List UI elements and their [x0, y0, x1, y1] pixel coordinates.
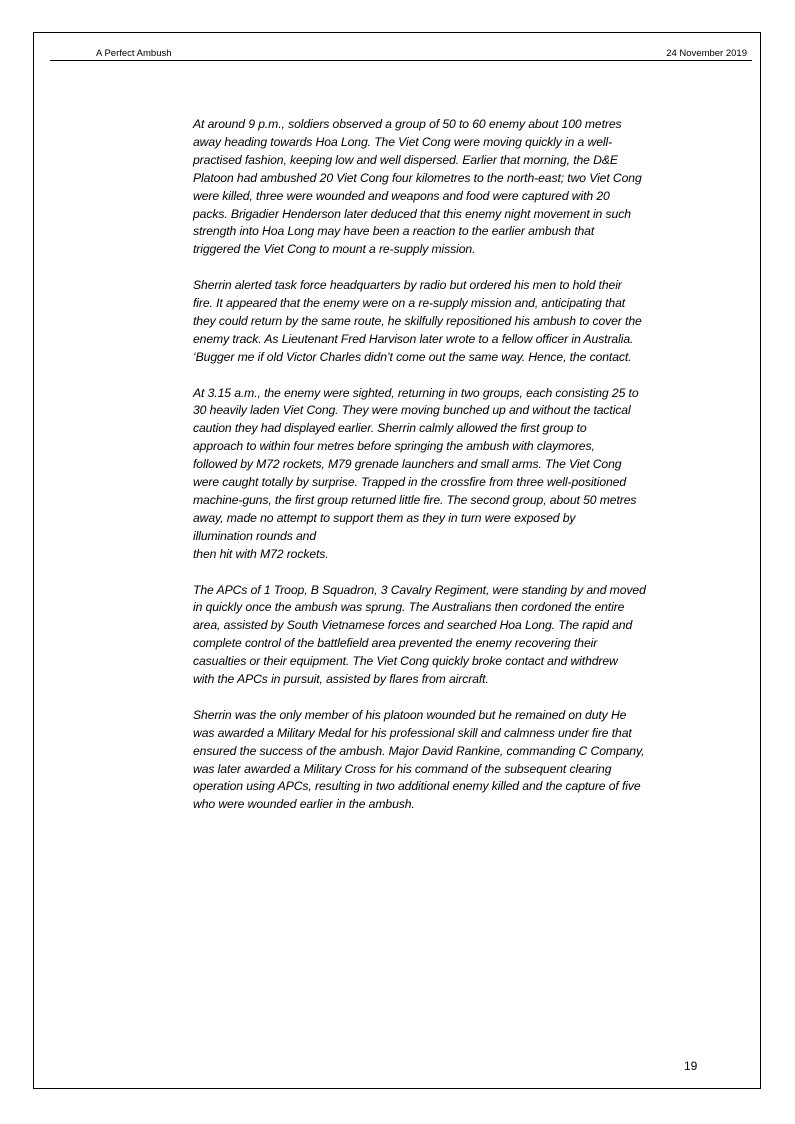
text-line: followed by M72 rockets, M79 grenade launchers and small arms. The Viet Cong	[193, 457, 622, 472]
text-line: practised fashion, keeping low and well dispersed. Earlier that morning, the D&E	[193, 152, 618, 167]
text-line: in quickly once the ambush was sprung. The Australians then cordoned the entire	[193, 600, 625, 615]
paragraph	[193, 385, 705, 564]
text-line: operation using APCs, resulting in two additional enemy killed and the capture of five	[193, 779, 641, 794]
paragraph	[193, 582, 705, 689]
text-line: ‘Bugger me if old Victor Charles didn’t come out the same way. Hence, the contact.	[193, 349, 632, 364]
text-line: triggered the Viet Cong to mount a re-supply mission.	[193, 242, 476, 257]
text-line: illumination rounds and	[193, 528, 317, 543]
text-line: At around 9 p.m., soldiers observed a group of 50 to 60 enemy about 100 metres	[193, 117, 622, 131]
paragraph	[193, 277, 705, 367]
text-line: strength into Hoa Long may have been a reaction to the earlier ambush that	[193, 224, 595, 239]
page-number: 19	[684, 1059, 698, 1073]
text-line: they could return by the same route, he skilfully repositioned his ambush to cover the	[193, 313, 642, 328]
text-line: Sherrin alerted task force headquarters by radio but ordered his men to hold their	[193, 278, 622, 293]
paragraph	[193, 116, 705, 259]
text-line: was awarded a Military Medal for his professional skill and calmness under fire that	[193, 725, 632, 740]
text-line: were caught totally by surprise. Trapped in the crossfire from three well-positioned	[193, 475, 627, 490]
text-line: 30 heavily laden Viet Cong. They were moving bunched up and without the tactical	[193, 403, 631, 418]
text-line: Platoon had ambushed 20 Viet Cong four kilometres to the north-east; two Viet Cong	[193, 170, 642, 185]
text-line: fire. It appeared that the enemy were on a re-supply mission and, anticipating that	[193, 296, 626, 311]
text-line: away, made no attempt to support them as they in turn were exposed by	[193, 510, 576, 525]
header-title: A Perfect Ambush	[96, 48, 172, 59]
text-line: machine-guns, the first group returned little fire. The second group, about 50 metres	[193, 493, 637, 507]
text-line: with the APCs in pursuit, assisted by flares from aircraft.	[193, 672, 489, 687]
text-line: caution they had displayed earlier. Sherrin calmly allowed the first group to	[193, 421, 587, 436]
text-line: then hit with M72 rockets.	[193, 546, 329, 561]
text-line: was later awarded a Military Cross for his command of the subsequent clearing	[193, 761, 612, 776]
text-line: who were wounded earlier in the ambush.	[193, 797, 415, 812]
text-line: packs. Brigadier Henderson later deduced that this enemy night movement in such	[193, 206, 631, 221]
text-line: The APCs of 1 Troop, B Squadron, 3 Cavalry Regiment, were standing by and moved	[193, 582, 646, 597]
text-line: Sherrin was the only member of his platoon wounded but he remained on duty He	[193, 707, 627, 722]
text-line: area, assisted by South Vietnamese forces and searched Hoa Long. The rapid and	[193, 618, 633, 633]
text-line: were killed, three were wounded and weapons and food were captured with 20	[193, 188, 610, 203]
page-header	[50, 48, 752, 61]
text-line: ensured the success of the ambush. Major David Rankine, commanding C Company,	[193, 743, 645, 758]
header-date: 24 November 2019	[666, 48, 747, 59]
paragraph	[193, 707, 705, 814]
text-line: enemy track. As Lieutenant Fred Harvison later wrote to a fellow officer in Australia.	[193, 331, 634, 346]
text-line: approach to within four metres before springing the ambush with claymores,	[193, 439, 595, 454]
body-text	[193, 116, 705, 832]
text-line: away heading towards Hoa Long. The Viet Cong were moving quickly in a well-	[193, 134, 613, 149]
text-line: complete control of the battlefield area prevented the enemy recovering their	[193, 636, 598, 651]
text-line: At 3.15 a.m., the enemy were sighted, returning in two groups, each consisting 25 to	[193, 385, 639, 400]
text-line: casualties or their equipment. The Viet Cong quickly broke contact and withdrew	[193, 654, 618, 669]
